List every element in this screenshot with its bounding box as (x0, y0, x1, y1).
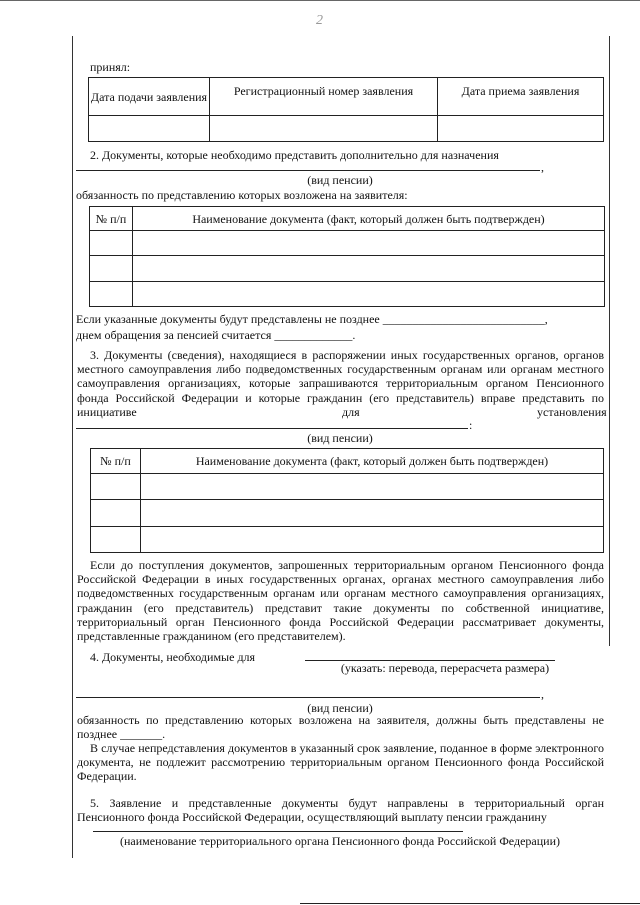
pension-type-caption: (вид пенсии) (307, 173, 373, 187)
header-number: № п/п (90, 207, 133, 231)
cell-document[interactable] (141, 474, 604, 500)
form-border-right (609, 36, 610, 646)
section5-text: 5. Заявление и представленные документы будут направлены в территориальный орган Пенсионного фонда Российской Федерации, осуществляющий выплату пенсии гражданину (77, 796, 604, 825)
cell-number[interactable] (91, 526, 141, 552)
cell-document[interactable] (133, 281, 605, 306)
form-border-left (72, 36, 73, 858)
section4-consequence (77, 741, 604, 784)
cell-acceptance-date[interactable] (438, 116, 604, 142)
section3-note-text: Если до поступления документов, запрошенных территориальным органом Пенсионного фонда Российской Федерации в иных государственных органах, органах местного самоуправления либо подведомственных государственным органам или органам местного самоуправления организациях, гражданин (его представитель) представит такие документы по собственной инициативе, территориальный орган Пенсионного фонда Российской Федерации рассматривает документы, представленные гражданином (его представителем). (77, 558, 604, 644)
cell-number[interactable] (90, 256, 133, 281)
scan-edge-top (0, 0, 640, 1)
application-date-line: днем обращения за пенсией считается _____________. (76, 328, 356, 342)
cell-document[interactable] (141, 500, 604, 526)
cell-number[interactable] (90, 231, 133, 256)
cell-registration-number[interactable] (210, 116, 438, 142)
header-acceptance-date: Дата приема заявления (438, 78, 604, 116)
word-initiative: инициативе (77, 405, 137, 419)
pension-type-line[interactable] (76, 428, 468, 429)
section4-intro: 4. Документы, необходимые для (90, 650, 256, 664)
cell-document[interactable] (141, 526, 604, 552)
header-document-name: Наименование документа (факт, который должен быть подтвержден) (141, 449, 604, 474)
territorial-body-caption: (наименование территориального органа Пенсионного фонда Российской Федерации) (119, 834, 560, 848)
pension-type-caption: (вид пенсии) (307, 431, 373, 445)
cell-submission-date[interactable] (89, 116, 210, 142)
pension-type-line[interactable] (76, 170, 540, 171)
header-document-name: Наименование документа (факт, который должен быть подтвержден) (133, 207, 605, 231)
purpose-caption: (указать: перевода, перерасчета размера) (340, 661, 550, 675)
word-establishment: установления (537, 405, 607, 419)
cell-document[interactable] (133, 231, 605, 256)
header-registration-number: Регистрационный номер заявления (210, 78, 438, 116)
section5-paragraph (77, 796, 604, 824)
pension-type-caption: (вид пенсии) (307, 701, 373, 715)
cell-document[interactable] (133, 256, 605, 281)
territorial-body-line[interactable] (93, 831, 463, 832)
section4-obligation: обязанность по представлению которых возложена на заявителя, должны быть представлены не позднее _______. (77, 713, 604, 742)
section4-consequence-text: В случае непредставления документов в указанный срок заявление, поданное в форме электронного документа, не подлежит рассмотрению территориальным органом Пенсионного фонда Российской Федерации. (77, 741, 604, 784)
section2-documents-table (89, 206, 605, 307)
page-mark: 2 (316, 13, 323, 28)
section3-paragraph (77, 348, 604, 405)
word-for: для (342, 405, 360, 419)
section2-intro: 2. Документы, которые необходимо представить дополнительно для назначения (90, 148, 499, 162)
cell-number[interactable] (91, 500, 141, 526)
registration-table (88, 77, 604, 142)
section3-documents-table (90, 448, 604, 553)
accepted-label: принял: (90, 60, 131, 74)
cell-number[interactable] (90, 281, 133, 306)
cell-number[interactable] (91, 474, 141, 500)
section3-text: 3. Документы (сведения), находящиеся в распоряжении иных государственных органов, органов местного самоуправления либо подведомственных государственным органам или органам местного самоуправления организациях, которые запрашиваются территориальным органом Пенсионного фонда Российской Федерации и которые гражданин (его представитель) вправе представить по (77, 348, 604, 405)
pension-type-line[interactable] (76, 697, 540, 698)
document-page: 2 принял: Дата подачи заявления Регистрационный номер заявления Дата приема заявления 2. Документы, которые необходимо представить дополнительно для назначения , (вид пенсии) обязанность по представлению которых возложена на заявителя: № п/п Наименование документа (факт, который должен быть подтвержден) Если указанные документы будут представлены не позднее ___________________________, днем обращения за пенсией считается _____________. 3. Документы (сведения), находящиеся в распоряжении иных государственных органов, органов местного самоуправления либо подведомственных государственным органам или органам местного самоуправления организациях, которые запрашиваются территориальным органом Пенсионного фонда Российской Федерации и которые гражданин (его представитель) вправе представить по инициативе для установления : (вид пенсии) № п/п Наименование документа (факт, который должен быть подтвержден) Если до поступления документов, запрошенных территориальным органом Пенсионного фонда Российской Федерации в иных государственных органах, органах местного самоуправления либо подведомственных государственным органам или органам местного самоуправления организациях, гражданин (его представитель) представит такие документы по собственной инициативе, территориальный орган Пенсионного фонда Российской Федерации рассматривает документы, представленные гражданином (его представителем). 4. Документы, необходимые для (указать: перевода, перерасчета размера) , (вид пенсии) обязанность по представлению которых возложена на заявителя, должны быть представлены не позднее _______. В случае непредставления документов в указанный срок заявление, поданное в форме электронного документа, не подлежит рассмотрению территориальным органом Пенсионного фонда Российской Федерации. 5. Заявление и представленные документы будут направлены в территориальный орган Пенсионного фонда Российской Федерации, осуществляющий выплату пенсии гражданину (наименование территориального органа Пенсионного фонда Российской Федерации) (0, 0, 640, 905)
deadline-line: Если указанные документы будут представлены не позднее ___________________________, (76, 312, 548, 326)
scan-edge-bottom (300, 903, 640, 904)
header-number: № п/п (91, 449, 141, 474)
section2-obligation: обязанность по представлению которых возложена на заявителя: (76, 188, 408, 202)
section3-note (77, 558, 604, 643)
header-submission-date: Дата подачи заявления (89, 78, 210, 116)
